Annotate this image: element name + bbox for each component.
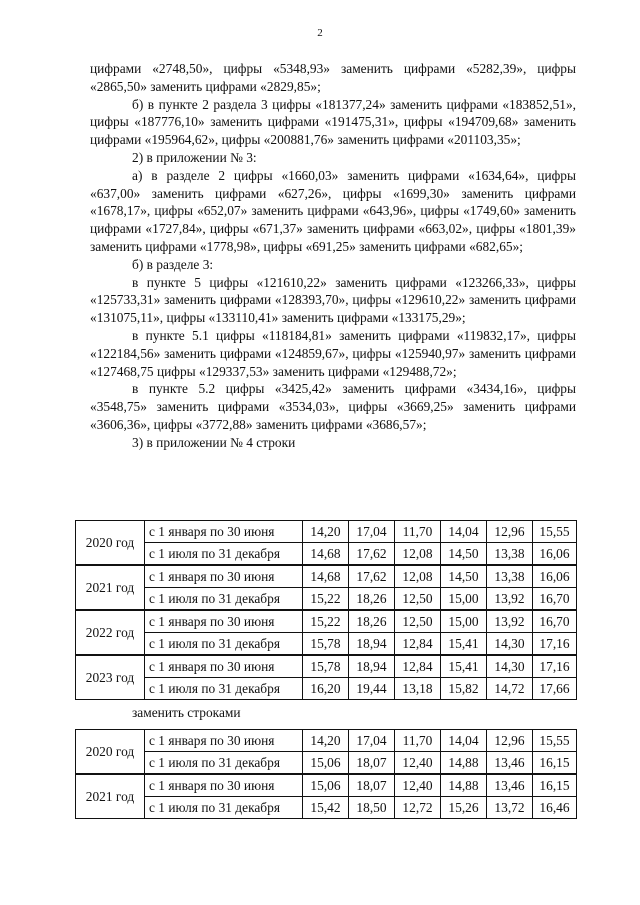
value-cell: 17,62 [349, 565, 395, 588]
value-cell: 14,88 [441, 752, 487, 775]
table-row [76, 610, 577, 633]
period-cell: с 1 июля по 31 декабря [145, 678, 303, 700]
value-cell: 17,04 [349, 730, 395, 752]
value-cell: 13,46 [487, 752, 533, 775]
value-cell: 17,16 [533, 655, 577, 678]
value-cell: 13,72 [487, 797, 533, 819]
value-cell: 11,70 [395, 730, 441, 752]
value-cell: 17,66 [533, 678, 577, 700]
table-row [76, 655, 577, 678]
value-cell: 17,04 [349, 521, 395, 543]
body-text [90, 60, 576, 452]
value-cell: 15,55 [533, 521, 577, 543]
table-row [76, 521, 577, 543]
value-cell: 12,40 [395, 752, 441, 775]
rates-table-new [75, 729, 577, 819]
period-cell: с 1 июля по 31 декабря [145, 797, 303, 819]
value-cell: 14,20 [303, 521, 349, 543]
value-cell: 12,40 [395, 774, 441, 797]
table-row [76, 752, 577, 775]
value-cell: 14,04 [441, 521, 487, 543]
paragraph: в пункте 5.2 цифры «3425,42» заменить цифрами «3434,16», цифры «3548,75» заменить цифрами «3534,03», цифры «3669,25» заменить цифрами «3606,36», цифры «3772,88» заменить цифрами «3686,57»; [90, 381, 576, 432]
value-cell: 16,15 [533, 774, 577, 797]
value-cell: 15,22 [303, 588, 349, 611]
value-cell: 16,20 [303, 678, 349, 700]
paragraph: 2) в приложении № 3: [132, 149, 257, 165]
year-cell: 2021 год [76, 565, 145, 610]
year-cell: 2020 год [76, 521, 145, 566]
value-cell: 12,84 [395, 655, 441, 678]
value-cell: 15,41 [441, 655, 487, 678]
period-cell: с 1 июля по 31 декабря [145, 633, 303, 656]
value-cell: 15,42 [303, 797, 349, 819]
value-cell: 16,70 [533, 610, 577, 633]
value-cell: 18,94 [349, 655, 395, 678]
value-cell: 18,26 [349, 610, 395, 633]
value-cell: 18,50 [349, 797, 395, 819]
value-cell: 14,68 [303, 543, 349, 566]
value-cell: 15,06 [303, 774, 349, 797]
value-cell: 14,20 [303, 730, 349, 752]
year-cell: 2022 год [76, 610, 145, 655]
paragraph: в пункте 5.1 цифры «118184,81» заменить цифрами «119832,17», цифры «122184,56» заменить цифрами «124859,67», цифры «125940,97» заменить цифрами «127468,75 цифры «129337,53» заменить цифрами «129488,72»; [90, 327, 576, 379]
period-cell: с 1 января по 30 июня [145, 565, 303, 588]
value-cell: 14,04 [441, 730, 487, 752]
value-cell: 13,18 [395, 678, 441, 700]
value-cell: 15,00 [441, 610, 487, 633]
value-cell: 14,30 [487, 655, 533, 678]
paragraph: в пункте 5 цифры «121610,22» заменить цифрами «123266,33», цифры «125733,31» заменить цифрами «128393,70», цифры «129610,22» заменить цифрами «131075,11», цифры «133110,41» заменить цифрами «133175,29»; [90, 274, 576, 326]
value-cell: 14,88 [441, 774, 487, 797]
value-cell: 16,15 [533, 752, 577, 775]
value-cell: 12,08 [395, 565, 441, 588]
paragraph: б) в пункте 2 раздела 3 цифры «181377,24» заменить цифрами «183852,51», цифры «187776,10» заменить цифрами «191475,31», цифры «194709,68» заменить цифрами «195964,62», цифры «200881,76» заменить цифрами «201103,35»; [90, 96, 576, 148]
value-cell: 16,46 [533, 797, 577, 819]
period-cell: с 1 января по 30 июня [145, 610, 303, 633]
period-cell: с 1 июля по 31 декабря [145, 752, 303, 775]
replace-label: заменить строками [132, 705, 241, 720]
value-cell: 12,96 [487, 521, 533, 543]
period-cell: с 1 июля по 31 декабря [145, 588, 303, 611]
value-cell: 15,78 [303, 633, 349, 656]
paragraph: 3) в приложении № 4 строки [132, 434, 296, 450]
paragraph: а) в разделе 2 цифры «1660,03» заменить цифрами «1634,64», цифры «637,00» заменить цифрами «627,26», цифры «1699,30» заменить цифрами «1678,17», цифры «652,07» заменить цифрами «643,96», цифры «1749,60» заменить цифрами «1727,84», цифры «671,37» заменить цифрами «663,02», цифры «1801,39» заменить цифрами «1778,98», цифры «691,25» заменить цифрами «682,65»; [90, 167, 576, 254]
value-cell: 12,08 [395, 543, 441, 566]
value-cell: 18,07 [349, 774, 395, 797]
paragraph: б) в разделе 3: [132, 256, 214, 272]
period-cell: с 1 июля по 31 декабря [145, 543, 303, 566]
value-cell: 18,07 [349, 752, 395, 775]
value-cell: 13,38 [487, 565, 533, 588]
value-cell: 12,72 [395, 797, 441, 819]
value-cell: 15,22 [303, 610, 349, 633]
table-row [76, 678, 577, 700]
year-cell: 2021 год [76, 774, 145, 819]
table-row [76, 730, 577, 752]
value-cell: 14,50 [441, 543, 487, 566]
value-cell: 12,50 [395, 588, 441, 611]
table-row [76, 543, 577, 566]
value-cell: 16,06 [533, 565, 577, 588]
value-cell: 12,50 [395, 610, 441, 633]
value-cell: 13,92 [487, 588, 533, 611]
table-row [76, 588, 577, 611]
paragraph: цифрами «2748,50», цифры «5348,93» заменить цифрами «5282,39», цифры «2865,50» заменить цифрами «2829,85»; [90, 61, 576, 94]
period-cell: с 1 января по 30 июня [145, 774, 303, 797]
value-cell: 15,06 [303, 752, 349, 775]
value-cell: 15,78 [303, 655, 349, 678]
table-row [76, 774, 577, 797]
rates-table-old [75, 520, 577, 700]
value-cell: 12,96 [487, 730, 533, 752]
value-cell: 15,55 [533, 730, 577, 752]
value-cell: 15,26 [441, 797, 487, 819]
value-cell: 14,30 [487, 633, 533, 656]
value-cell: 11,70 [395, 521, 441, 543]
value-cell: 15,41 [441, 633, 487, 656]
page-number: 2 [317, 27, 323, 39]
value-cell: 13,92 [487, 610, 533, 633]
value-cell: 12,84 [395, 633, 441, 656]
year-cell: 2020 год [76, 730, 145, 775]
table-row [76, 797, 577, 819]
table-row [76, 633, 577, 656]
value-cell: 15,00 [441, 588, 487, 611]
value-cell: 18,26 [349, 588, 395, 611]
value-cell: 17,62 [349, 543, 395, 566]
value-cell: 16,70 [533, 588, 577, 611]
value-cell: 17,16 [533, 633, 577, 656]
value-cell: 16,06 [533, 543, 577, 566]
table-row [76, 565, 577, 588]
period-cell: с 1 января по 30 июня [145, 521, 303, 543]
value-cell: 14,68 [303, 565, 349, 588]
value-cell: 13,46 [487, 774, 533, 797]
value-cell: 15,82 [441, 678, 487, 700]
period-cell: с 1 января по 30 июня [145, 730, 303, 752]
value-cell: 19,44 [349, 678, 395, 700]
value-cell: 18,94 [349, 633, 395, 656]
value-cell: 14,72 [487, 678, 533, 700]
value-cell: 14,50 [441, 565, 487, 588]
period-cell: с 1 января по 30 июня [145, 655, 303, 678]
value-cell: 13,38 [487, 543, 533, 566]
year-cell: 2023 год [76, 655, 145, 700]
